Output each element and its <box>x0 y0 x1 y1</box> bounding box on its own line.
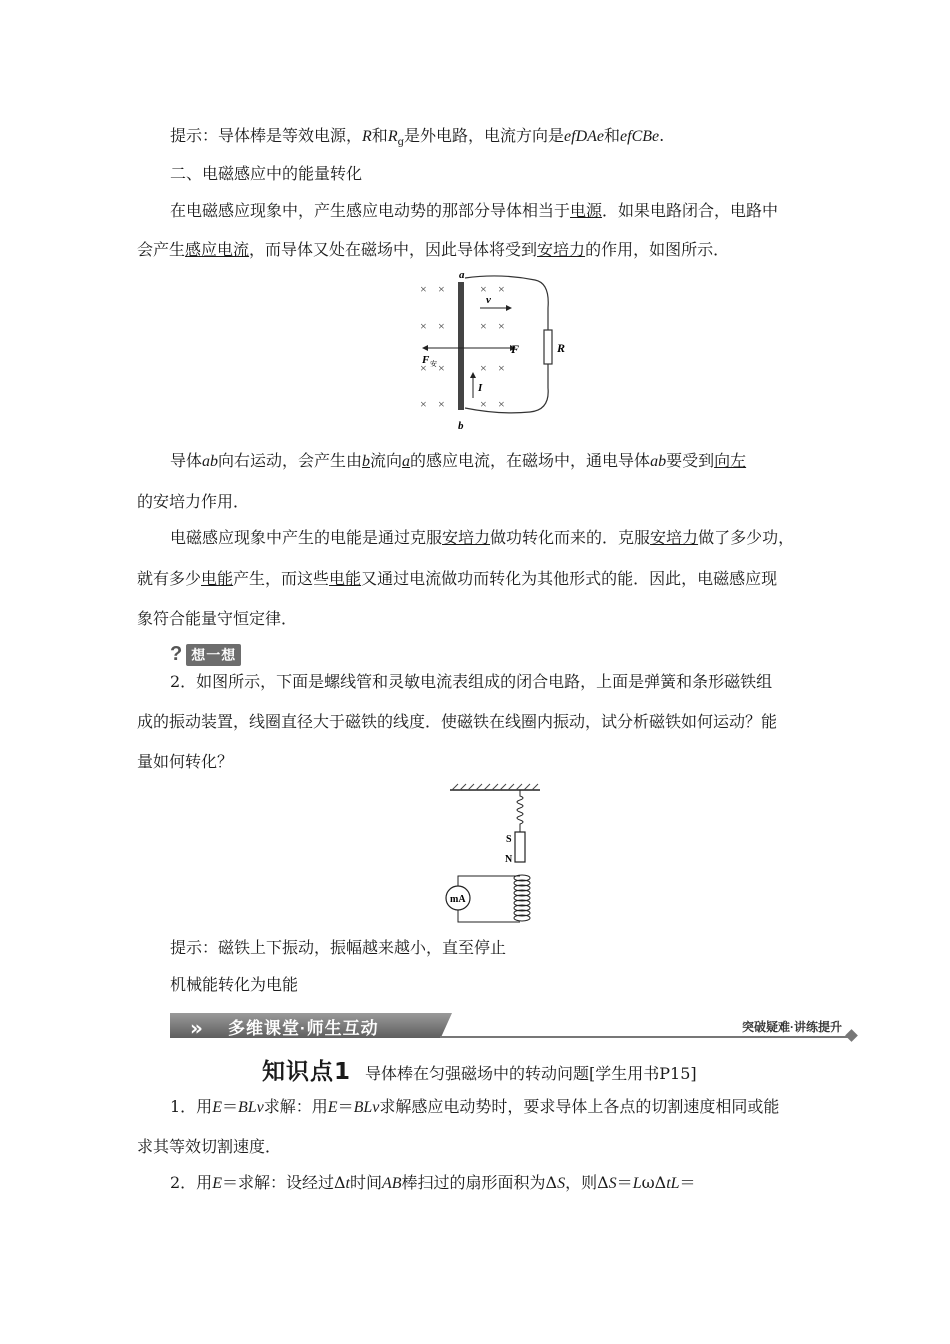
field-cross: × <box>498 397 505 411</box>
field-cross: × <box>438 319 445 333</box>
field-cross: × <box>480 397 487 411</box>
banner-title: 多维课堂·师生互动 <box>228 1019 379 1038</box>
paragraph-line: 就有多少电能产生，而这些电能又通过电流做功而转化为其他形式的能．因此，电磁感应现 <box>137 569 778 588</box>
paragraph-line: 会产生感应电流，而导体又处在磁场中，因此导体将受到安培力的作用，如图所示． <box>137 240 730 259</box>
circuit-figure <box>410 268 590 436</box>
field-cross: × <box>480 361 487 375</box>
field-cross: × <box>438 361 445 375</box>
field-cross: × <box>480 282 487 296</box>
hint-line: 提示：磁铁上下振动，振幅越来越小，直至停止 <box>170 938 507 957</box>
item-line: 2．用E＝求解：设经过Δt时间AB棒扫过的扇形面积为ΔS，则ΔS＝LωΔtL＝ <box>170 1173 696 1192</box>
south-pole-label: S <box>506 834 512 845</box>
field-cross: × <box>498 361 505 375</box>
field-cross: × <box>420 282 427 296</box>
terminal-b-label: b <box>458 420 464 432</box>
banner-subtitle: 突破疑难·讲练提升 <box>742 1020 842 1034</box>
knowledge-point-heading <box>262 1053 697 1086</box>
question-line: 量如何转化？ <box>137 752 234 771</box>
field-cross: × <box>420 397 427 411</box>
think-badge <box>170 643 241 666</box>
hint-line: 提示：导体棒是等效电源，R和$R_g$是外电路，电流方向是efDAe和efCBe. <box>170 126 665 149</box>
paragraph-line: 导体ab向右运动，会产生由b流向a的感应电流，在磁场中，通电导体ab要受到向左 <box>170 451 747 470</box>
north-pole-label: N <box>505 854 513 865</box>
question-line: 2．如图所示，下面是螺线管和灵敏电流表组成的闭合电路，上面是弹簧和条形磁铁组 <box>170 672 773 691</box>
item-line: 求其等效切割速度． <box>137 1137 282 1156</box>
chevron-icon: » <box>190 1016 203 1040</box>
field-cross: × <box>420 361 427 375</box>
section-title: 二、电磁感应中的能量转化 <box>170 164 363 183</box>
paragraph-line: 电磁感应现象中产生的电能是通过克服安培力做功转化而来的．克服安培力做了多少功， <box>170 528 795 547</box>
force-label: F <box>511 342 520 356</box>
ampere-force-label: F <box>422 354 430 366</box>
question-icon: ? <box>170 643 183 665</box>
paragraph-line: 象符合能量守恒定律． <box>137 609 298 628</box>
think-label: 想一想 <box>186 644 241 666</box>
diamond-icon <box>845 1029 858 1042</box>
knowledge-point-title: 知识点1 <box>262 1059 352 1085</box>
spring-magnet-figure <box>440 782 550 932</box>
field-cross: × <box>438 397 445 411</box>
terminal-a-label: a <box>459 269 465 281</box>
field-cross: × <box>438 282 445 296</box>
milliammeter-label: mA <box>450 894 466 905</box>
field-cross: × <box>480 319 487 333</box>
question-line: 成的振动装置，线圈直径大于磁铁的线度．使磁铁在线圈内振动，试分析磁铁如何运动？能 <box>137 712 778 731</box>
section-banner <box>170 1013 860 1039</box>
paragraph-line: 在电磁感应现象中，产生感应电动势的那部分导体相当于电源．如果电路闭合，电路中 <box>170 201 779 220</box>
ampere-force-subscript: 安 <box>430 360 437 368</box>
current-label: I <box>478 382 483 394</box>
field-cross: × <box>498 282 505 296</box>
knowledge-point-subtitle: 导体棒在匀强磁场中的转动问题[学生用书P15] <box>365 1064 697 1083</box>
field-cross: × <box>498 319 505 333</box>
hint-line: 机械能转化为电能 <box>170 975 299 994</box>
velocity-label: v <box>486 294 491 306</box>
item-line: 1．用E＝BLv求解：用E＝BLv求解感应电动势时，要求导体上各点的切割速度相同或能 <box>170 1097 780 1116</box>
field-cross: × <box>420 319 427 333</box>
resistor-label: R <box>557 341 566 355</box>
paragraph-line: 的安培力作用． <box>137 492 250 511</box>
